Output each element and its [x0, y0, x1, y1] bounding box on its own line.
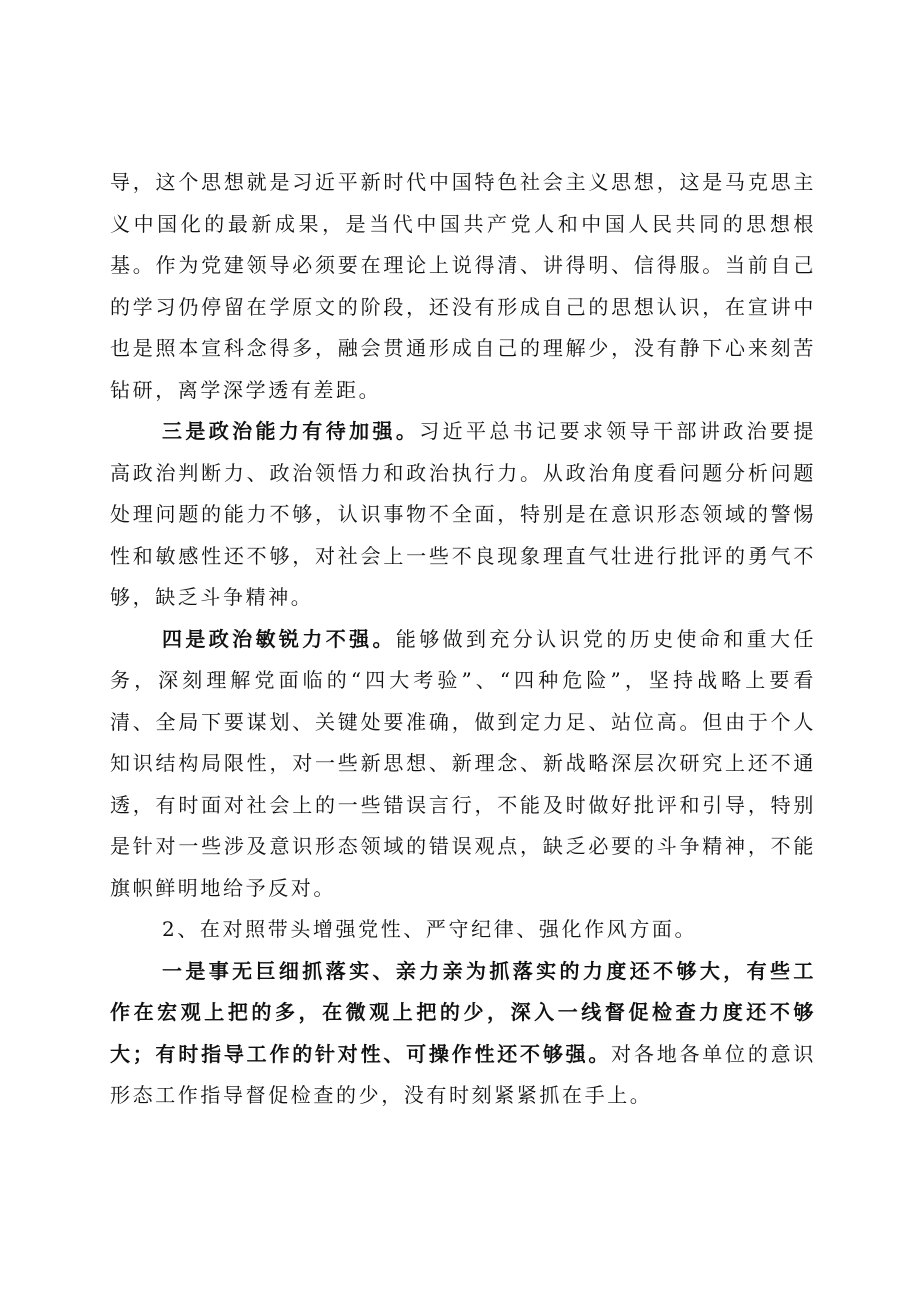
paragraph-lead: 一是事无巨细抓落实、亲力亲为抓落实的力度还不够大，有些工作在宏观上把的多，在微观上把的少，深入一线督促检查力度还不够大；有时指导工作的针对性、可操作性还不够强。: [110, 958, 816, 1066]
paragraph-body: 能够做到充分认识党的历史使命和重大任务，深刻理解党面临的“四大考验”、“四种危险”，坚持战略上要看清、全局下要谋划、关键处要准确，做到定力足、站位高。但由于个人知识结构局限性，对一些新思想、新理念、新战略深层次研究上还不通透，有时面对社会上的一些错误言行，不能及时做好批评和引导，特别是针对一些涉及意识形态领域的错误观点，缺乏必要的斗争精神，不能旗帜鲜明地给予反对。: [110, 626, 816, 900]
paragraph-political-ability: [110, 411, 816, 619]
paragraph-lead: 三是政治能力有待加强。: [162, 419, 420, 443]
paragraph-body: 对各地各单位的意识形态工作指导督促检查的少，没有时刻紧紧抓在手上。: [110, 1041, 816, 1107]
paragraph-implementation: [110, 951, 816, 1117]
paragraph-body: 导，这个思想就是习近平新时代中国特色社会主义思想，这是马克思主义中国化的最新成果，是当代中国共产党人和中国人民共同的思想根基。作为党建领导必须要在理论上说得清、讲得明、信得服。当前自己的学习仍停留在学原文的阶段，还没有形成自己的思想认识，在宣讲中也是照本宣科念得多，融会贯通形成自己的理解少，没有静下心来刻苦钻研，离学深学透有差距。: [110, 170, 816, 402]
paragraph-body: 习近平总书记要求领导干部讲政治要提高政治判断力、政治领悟力和政治执行力。从政治角度看问题分析问题处理问题的能力不够，认识事物不全面，特别是在意识形态领域的警惕性和敏感性还不够，对社会上一些不良现象理直气壮进行批评的勇气不够，缺乏斗争精神。: [110, 419, 816, 609]
section-heading-text: 2、在对照带头增强党性、严守纪律、强化作风方面。: [162, 917, 698, 941]
paragraph-lead: 四是政治敏锐力不强。: [162, 626, 396, 651]
paragraph-political-sensitivity: [110, 619, 816, 910]
document-body: [110, 162, 816, 1117]
section-heading: [110, 909, 816, 951]
paragraph-continuation: [110, 162, 816, 411]
